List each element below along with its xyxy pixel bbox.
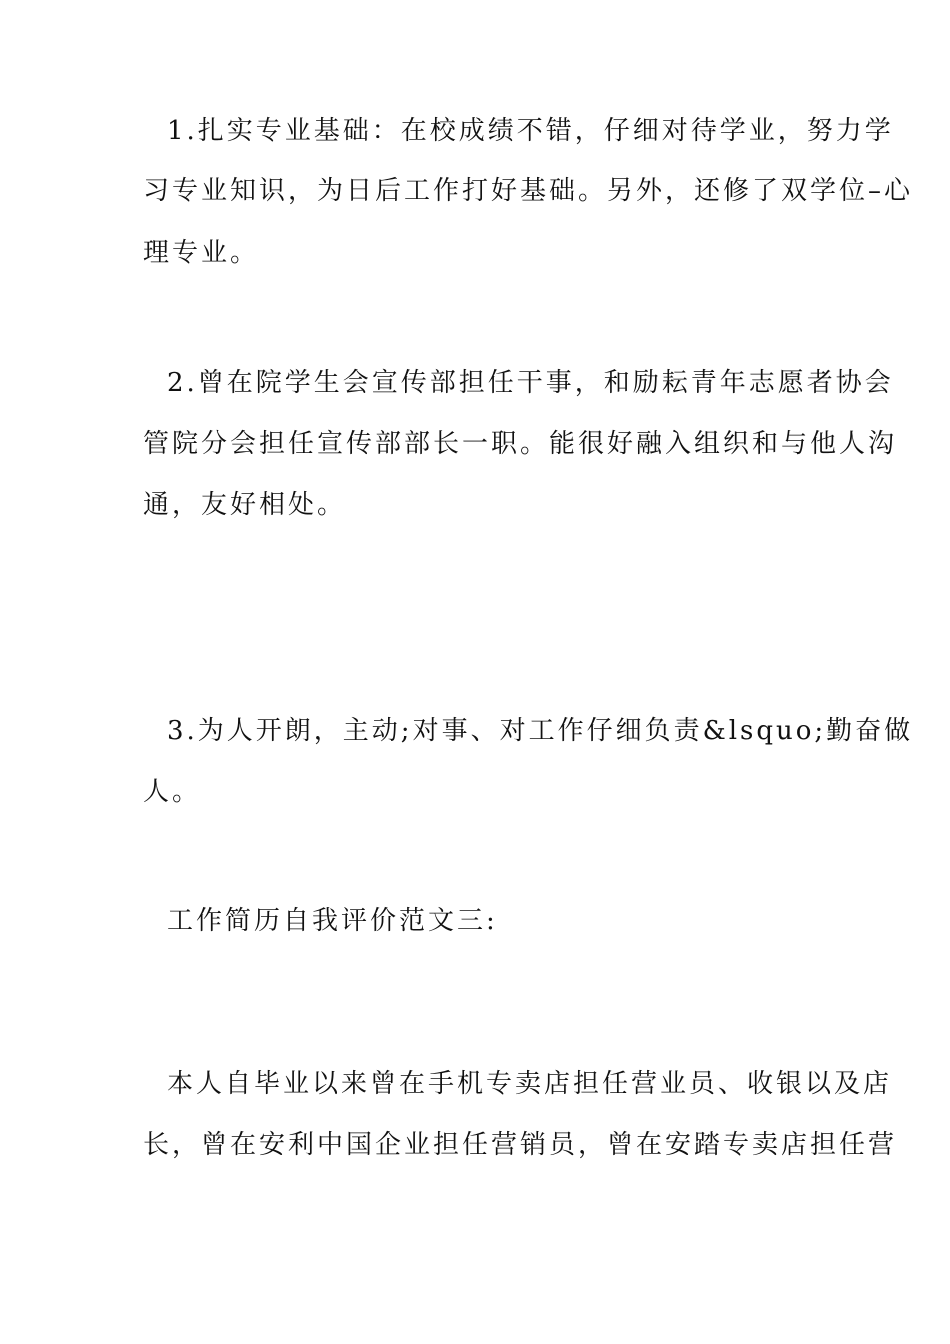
paragraph-1-line-3: 理专业。 bbox=[143, 238, 260, 268]
paragraph-1-line-2: 习专业知识，为日后工作打好基础。另外，还修了双学位–心 bbox=[143, 176, 914, 206]
paragraph-3-line-2: 人。 bbox=[143, 777, 202, 807]
paragraph-2-line-3: 通，友好相处。 bbox=[143, 490, 347, 520]
section-heading: 工作简历自我评价范文三: bbox=[167, 906, 498, 936]
paragraph-5-line-1: 本人自毕业以来曾在手机专卖店担任营业员、收银以及店 bbox=[167, 1069, 893, 1099]
paragraph-1-line-1: 1.扎实专业基础：在校成绩不错，仔细对待学业，努力学 bbox=[167, 116, 894, 146]
paragraph-3-line-1: 3.为人开朗，主动;对事、对工作仔细负责&lsquo;勤奋做 bbox=[167, 716, 914, 746]
paragraph-2-line-1: 2.曾在院学生会宣传部担任干事，和励耘青年志愿者协会 bbox=[167, 368, 894, 398]
paragraph-5-line-2: 长，曾在安利中国企业担任营销员，曾在安踏专卖店担任营 bbox=[143, 1130, 898, 1160]
paragraph-2-line-2: 管院分会担任宣传部部长一职。能很好融入组织和与他人沟 bbox=[143, 429, 898, 459]
